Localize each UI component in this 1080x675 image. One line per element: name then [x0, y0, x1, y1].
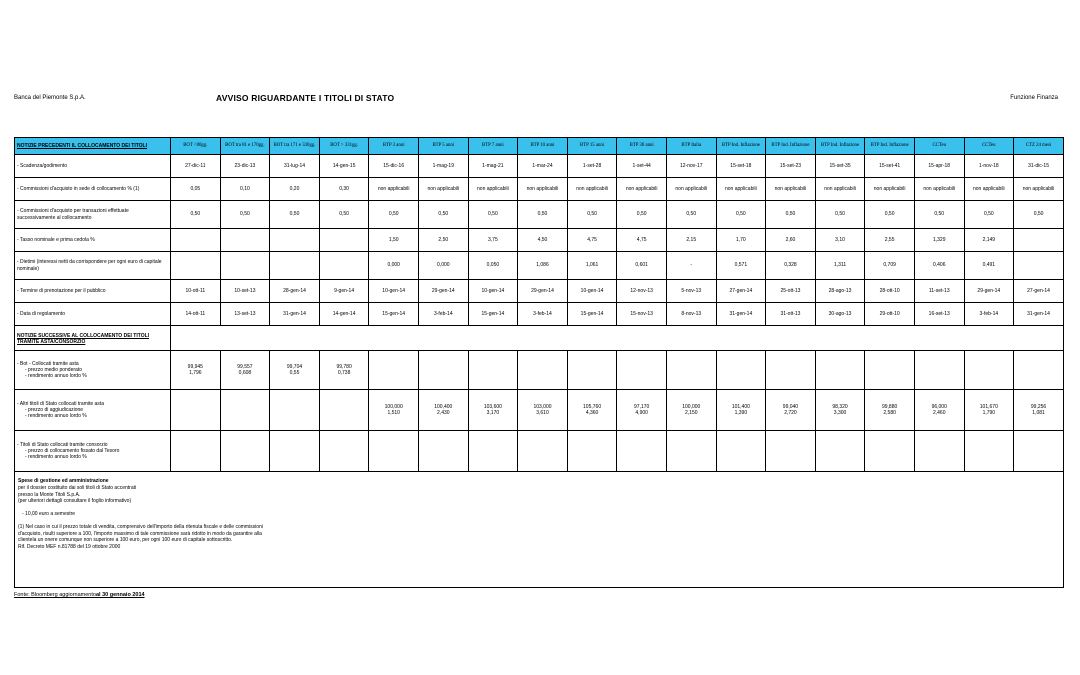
table-cell: non applicabili: [964, 178, 1014, 201]
cell-value: 100,400: [434, 403, 453, 410]
table-cell: 15-gen-14: [567, 303, 617, 326]
table-cell: [716, 351, 766, 390]
table-cell: non applicabili: [666, 178, 716, 201]
table-cell: [171, 390, 221, 431]
column-header: BTP Ind. Inflazione: [716, 138, 766, 155]
footnote-line: clientela un onere comunque non superiore a 100 euro, per ogni 100 euro di capitale sottoscritto.: [18, 537, 233, 544]
table-row: [15, 390, 1064, 431]
row-label: [15, 351, 171, 390]
table-cell: 0,000: [369, 252, 419, 280]
table-cell: [815, 390, 865, 431]
table-cell: 10-ott-11: [171, 280, 221, 303]
table-cell: non applicabili: [766, 178, 816, 201]
table-cell: non applicabili: [865, 178, 915, 201]
table-cell: non applicabili: [1014, 178, 1064, 201]
cell-value: 99,040: [782, 403, 799, 410]
column-header: BTP 10 anni: [518, 138, 568, 155]
table-cell: 1,70: [716, 229, 766, 252]
table-cell: non applicabili: [468, 178, 518, 201]
table-cell: 10-gen-14: [468, 280, 518, 303]
table-cell: [518, 431, 568, 472]
table-cell: 31-ott-13: [766, 303, 816, 326]
table-cell: 0,050: [468, 252, 518, 280]
table-cell: [270, 351, 320, 390]
table-cell: 1,329: [914, 229, 964, 252]
row-label: - Scadenza/godimento: [15, 155, 171, 178]
table-cell: [865, 390, 915, 431]
column-header: BTP Ind. Inflazione: [766, 138, 816, 155]
row-label-line: - rendimento annuo lordo %: [25, 373, 87, 380]
cell-value: 1,790: [982, 410, 996, 416]
cell-value: 2,460: [932, 410, 946, 416]
table-row: [15, 280, 1064, 303]
table-cell: 2,149: [964, 229, 1014, 252]
table-cell: [666, 390, 716, 431]
table-cell: 0,50: [518, 201, 568, 229]
table-cell: [220, 431, 270, 472]
table-cell: 27-dic-11: [171, 155, 221, 178]
table-cell: [270, 431, 320, 472]
table-cell: [468, 351, 518, 390]
table-cell: [666, 431, 716, 472]
table-cell: non applicabili: [716, 178, 766, 201]
table-cell: [865, 431, 915, 472]
cell-value: 2,580: [883, 410, 896, 416]
table-cell: 0,50: [1014, 201, 1064, 229]
table-cell: 1-set-28: [567, 155, 617, 178]
table-cell: non applicabili: [369, 178, 419, 201]
table-cell: [964, 351, 1014, 390]
table-cell: non applicabili: [518, 178, 568, 201]
table-cell: [220, 229, 270, 252]
column-header: CCTeu: [964, 138, 1014, 155]
table-cell: [617, 390, 667, 431]
table-cell: 0,50: [617, 201, 667, 229]
column-header: BTP Italia: [666, 138, 716, 155]
table-row: [15, 201, 1064, 229]
row-label-line: - Altri titoli di Stato collocati tramite asta: [17, 400, 104, 407]
table-cell: 15-dic-16: [369, 155, 419, 178]
table-cell: 0,50: [369, 201, 419, 229]
table-cell: 0,50: [666, 201, 716, 229]
table-row: [15, 178, 1064, 201]
row-label: - Commissioni d'acquisto per transazioni effettuate successivamente al collocamento: [15, 201, 171, 229]
table-cell: 10-gen-14: [369, 280, 419, 303]
row-label: [15, 431, 171, 472]
cell-value: 4,360: [585, 410, 599, 416]
cell-value: 0,738: [337, 370, 351, 376]
table-cell: 15-set-18: [716, 155, 766, 178]
document-title: AVVISO RIGUARDANTE I TITOLI DI STATO: [216, 93, 395, 103]
table-cell: 0,20: [270, 178, 320, 201]
row-label-line: - rendimento annuo lordo %: [25, 454, 87, 461]
table-cell: [419, 390, 469, 431]
table-cell: [666, 351, 716, 390]
table-cell: [419, 431, 469, 472]
table-cell: [220, 351, 270, 390]
cell-value: 0,55: [289, 370, 300, 376]
cell-value: 100,000: [384, 403, 403, 410]
table-cell: -: [666, 252, 716, 280]
fees-line: Spese di gestione ed amministrazione: [18, 478, 109, 484]
table-cell: 14-gen-14: [319, 303, 369, 326]
table-cell: 0,50: [914, 201, 964, 229]
column-header: BOT <80gg.: [171, 138, 221, 155]
table-cell: [1014, 252, 1064, 280]
table-cell: 15-gen-14: [369, 303, 419, 326]
table-cell: 0,709: [865, 252, 915, 280]
source-date: al 30 gennaio 2014: [95, 592, 145, 598]
table-cell: 0,50: [319, 201, 369, 229]
table-cell: [1014, 229, 1064, 252]
fees-line: presso la Monte Titoli S.p.A.: [18, 491, 81, 498]
table-cell: 25-ott-13: [766, 280, 816, 303]
table-cell: 31-gen-14: [716, 303, 766, 326]
table-cell: 15-gen-14: [468, 303, 518, 326]
cell-value: 1,390: [734, 410, 748, 416]
table-cell: 4,50: [518, 229, 568, 252]
row-label-line: - rendimento annuo lordo %: [25, 413, 87, 420]
table-row: [15, 431, 1064, 472]
table-cell: 31-gen-14: [1014, 303, 1064, 326]
table-cell: [270, 252, 320, 280]
fees-line: per il dossier costituito dai soli titoli di Stato accentrati: [18, 484, 137, 491]
table-cell: 3-feb-14: [419, 303, 469, 326]
cell-value: 3,300: [833, 410, 847, 416]
table-cell: [270, 229, 320, 252]
table-cell: [319, 252, 369, 280]
table-row: [15, 351, 1064, 390]
notes-row: [15, 472, 1064, 588]
cell-value: 99,256: [1030, 403, 1047, 410]
table-cell: 2,60: [766, 229, 816, 252]
table-cell: 11-set-13: [914, 280, 964, 303]
cell-value: 1,796: [189, 370, 202, 376]
fee-amount: - 10,00 euro a semestre: [22, 511, 76, 517]
table-cell: 0,50: [815, 201, 865, 229]
cell-value: 103,000: [533, 403, 552, 410]
table-cell: [369, 431, 419, 472]
table-cell: 14-gen-15: [319, 155, 369, 178]
corner-label: NOTIZIE PRECEDENTI IL COLLOCAMENTO DEI TITOLI: [15, 138, 171, 155]
table-cell: [914, 351, 964, 390]
table-cell: [567, 431, 617, 472]
table-cell: [1014, 431, 1064, 472]
cell-value: 100,000: [682, 403, 701, 410]
cell-value: 101,400: [731, 403, 750, 410]
column-header: BOT tra 81 e 170gg.: [220, 138, 270, 155]
table-cell: [369, 351, 419, 390]
table-cell: [270, 390, 320, 431]
table-cell: 23-dic-13: [220, 155, 270, 178]
table-cell: 29-gen-14: [419, 280, 469, 303]
table-cell: non applicabili: [567, 178, 617, 201]
column-header: BTP Ind. Inflazione: [815, 138, 865, 155]
table-cell: [220, 390, 270, 431]
table-cell: [766, 390, 816, 431]
notes-cell: [15, 472, 1064, 588]
table-cell: [716, 431, 766, 472]
table-cell: non applicabili: [419, 178, 469, 201]
table-cell: 29-gen-14: [518, 280, 568, 303]
table-cell: [914, 431, 964, 472]
table-cell: 0,50: [766, 201, 816, 229]
column-header: CCTeu: [914, 138, 964, 155]
row-label: [15, 390, 171, 431]
table-cell: [171, 351, 221, 390]
table-cell: 3,75: [468, 229, 518, 252]
cell-value: 99,945: [187, 363, 203, 370]
section-row: [15, 326, 1064, 351]
table-cell: 15-set-35: [815, 155, 865, 178]
cell-value: 0,608: [238, 370, 252, 376]
row-label-line: - Titoli di Stato collocati tramite consorzio: [17, 441, 108, 448]
bonds-table: [14, 137, 1064, 588]
table-cell: 29-ott-10: [865, 303, 915, 326]
table-cell: 8-nov-13: [666, 303, 716, 326]
table-cell: 0,406: [914, 252, 964, 280]
cell-value: 99,704: [286, 363, 303, 370]
row-label-line: - Bot - Collocati tramite asta: [17, 360, 79, 367]
table-cell: [468, 431, 518, 472]
table-cell: 0,50: [567, 201, 617, 229]
table-cell: 0,000: [419, 252, 469, 280]
table-cell: [964, 390, 1014, 431]
row-label-line: - prezzo medio ponderato: [25, 366, 82, 373]
column-header: BTP Ind. Inflazione: [865, 138, 915, 155]
table-cell: [518, 390, 568, 431]
table-cell: 3,10: [815, 229, 865, 252]
table-cell: 0,328: [766, 252, 816, 280]
table-cell: [964, 431, 1014, 472]
table-cell: [171, 229, 221, 252]
table-cell: 1-mar-24: [518, 155, 568, 178]
table-cell: 14-ott-11: [171, 303, 221, 326]
footnote-line: Rif. Decreto MEF n.81788 del 19 ottobre 2000: [18, 544, 121, 550]
table-cell: 0,571: [716, 252, 766, 280]
table-cell: 0,10: [220, 178, 270, 201]
table-cell: [766, 431, 816, 472]
table-cell: 1-set-44: [617, 155, 667, 178]
table-cell: non applicabili: [815, 178, 865, 201]
column-header: BTP 5 anni: [419, 138, 469, 155]
cell-value: 99,780: [336, 363, 352, 370]
table-row: [15, 252, 1064, 280]
table-cell: [319, 431, 369, 472]
table-cell: 12-nov-13: [617, 280, 667, 303]
table-cell: 29-gen-14: [964, 280, 1014, 303]
table-row: [15, 155, 1064, 178]
source-prefix: Fonte: Bloomberg aggiornamento: [14, 592, 96, 598]
bank-name: Banca del Piemonte S.p.A.: [14, 95, 86, 101]
row-label: - Tasso nominale e prima cedola %: [15, 229, 171, 252]
table-cell: [171, 431, 221, 472]
table-cell: [1014, 390, 1064, 431]
table-cell: 13-set-13: [220, 303, 270, 326]
row-label: - Data di regolamento: [15, 303, 171, 326]
table-cell: [319, 390, 369, 431]
table-cell: 28-ago-13: [815, 280, 865, 303]
table-cell: 1-mag-21: [468, 155, 518, 178]
table-row: [15, 229, 1064, 252]
column-header: CTZ 24 mesi: [1014, 138, 1064, 155]
table-cell: 10-set-13: [220, 280, 270, 303]
table-cell: 4,75: [567, 229, 617, 252]
table-cell: [914, 390, 964, 431]
table-cell: 15-set-41: [865, 155, 915, 178]
row-label: - Dietimi (interessi netti da corrispondere per ogni euro di capitale nominale): [15, 252, 171, 280]
table-row: [15, 303, 1064, 326]
table-cell: 12-nov-17: [666, 155, 716, 178]
column-header: BOT tra 171 e 330gg.: [270, 138, 320, 155]
table-cell: 27-gen-14: [1014, 280, 1064, 303]
table-cell: 15-nov-13: [617, 303, 667, 326]
table-cell: 0,05: [171, 178, 221, 201]
table-cell: 2,50: [419, 229, 469, 252]
row-label: - Commissioni d'acquisto in sede di collocamento % (1): [15, 178, 171, 201]
table-cell: 0,50: [865, 201, 915, 229]
cell-value: 1,510: [387, 410, 400, 416]
table-cell: [716, 390, 766, 431]
table-cell: [815, 351, 865, 390]
table-cell: 16-set-13: [914, 303, 964, 326]
table-cell: 0,50: [270, 201, 320, 229]
row-label-line: - prezzo di aggiudicazione: [25, 406, 84, 413]
cell-value: 2,720: [784, 410, 797, 416]
table-cell: [567, 390, 617, 431]
table-cell: [617, 351, 667, 390]
table-cell: 5-nov-13: [666, 280, 716, 303]
table-cell: 9-gen-14: [319, 280, 369, 303]
table-cell: 0,50: [419, 201, 469, 229]
cell-value: 101,670: [979, 403, 998, 410]
table-cell: 1,311: [815, 252, 865, 280]
table-cell: 0,491: [964, 252, 1014, 280]
table-cell: [369, 390, 419, 431]
table-cell: 31-dic-15: [1014, 155, 1064, 178]
table-cell: 1,086: [518, 252, 568, 280]
column-header: BTP 30 anni: [617, 138, 667, 155]
table-cell: 28-ott-10: [865, 280, 915, 303]
cell-value: 2,430: [437, 410, 450, 416]
table-cell: non applicabili: [617, 178, 667, 201]
table-cell: 27-gen-14: [716, 280, 766, 303]
column-header: BOT > 331gg.: [319, 138, 369, 155]
table-cell: 1-nov-18: [964, 155, 1014, 178]
table-cell: 10-gen-14: [567, 280, 617, 303]
section-filler: [171, 326, 1064, 351]
table-cell: 31-gen-14: [270, 303, 320, 326]
cell-value: 2,150: [685, 410, 698, 416]
table-cell: 0,50: [716, 201, 766, 229]
table-cell: 3-feb-14: [964, 303, 1014, 326]
table-cell: [419, 351, 469, 390]
section-label: NOTIZIE SUCCESSIVE AL COLLOCAMENTO DEI TITOLI TRAMITE ASTA/CONSORZIO: [15, 326, 171, 351]
table-cell: [1014, 351, 1064, 390]
cell-value: 99,557: [237, 363, 253, 370]
cell-value: 97,170: [634, 403, 650, 410]
cell-value: 3,170: [486, 410, 500, 416]
table-cell: 30-ago-13: [815, 303, 865, 326]
table-cell: 2,55: [865, 229, 915, 252]
cell-value: 103,600: [483, 403, 502, 410]
row-label: - Termine di prenotazione per il pubblico: [15, 280, 171, 303]
cell-value: 96,000: [931, 403, 947, 410]
cell-value: 98,320: [832, 403, 848, 410]
table-cell: [617, 431, 667, 472]
table-cell: 28-gen-14: [270, 280, 320, 303]
table-cell: [815, 431, 865, 472]
table-cell: 31-lug-14: [270, 155, 320, 178]
cell-value: 1,081: [1032, 410, 1045, 416]
table-cell: [567, 351, 617, 390]
table-cell: 0,50: [220, 201, 270, 229]
table-cell: [319, 351, 369, 390]
footnote-line: (1) Nel caso in cui il prezzo totale di vendita, comprensivo dell'importo della ritenuta fiscale e delle commissioni: [18, 523, 263, 530]
table-cell: 1,061: [567, 252, 617, 280]
table-cell: 15-apr-18: [914, 155, 964, 178]
table-cell: 1,50: [369, 229, 419, 252]
table-cell: non applicabili: [914, 178, 964, 201]
table-header-row: [15, 138, 1064, 155]
source-note: [14, 592, 145, 598]
fees-line: (per ulteriori dettagli consultare il foglio informativo): [18, 498, 132, 505]
table-cell: [865, 351, 915, 390]
department-name: Funzione Finanza: [1010, 95, 1058, 101]
column-header: BTP 7 anni: [468, 138, 518, 155]
cell-value: 105,760: [583, 403, 602, 410]
table-cell: 0,30: [319, 178, 369, 201]
table-cell: 0,50: [171, 201, 221, 229]
column-header: BTP 15 anni: [567, 138, 617, 155]
table-cell: [518, 351, 568, 390]
cell-value: 4,900: [635, 410, 648, 416]
table-cell: 0,601: [617, 252, 667, 280]
table-cell: 3-feb-14: [518, 303, 568, 326]
table-cell: 4,75: [617, 229, 667, 252]
table-cell: [319, 229, 369, 252]
cell-value: 3,610: [536, 410, 549, 416]
table-cell: [220, 252, 270, 280]
table-cell: 2,15: [666, 229, 716, 252]
table-cell: 1-mag-19: [419, 155, 469, 178]
table-cell: 15-set-23: [766, 155, 816, 178]
column-header: BTP 3 anni: [369, 138, 419, 155]
table-cell: [468, 390, 518, 431]
table-cell: [766, 351, 816, 390]
cell-value: 99,880: [881, 403, 898, 410]
footnote-line: d'acquisto, risulti superiore a 100, l'importo massimo di tale commissione sarà ridotto in modo da garantire alla: [18, 530, 262, 537]
table-cell: [171, 252, 221, 280]
row-label-line: - prezzo di collocamento fissato dal Tesoro: [25, 447, 120, 454]
table-cell: 0,50: [468, 201, 518, 229]
table-cell: 0,50: [964, 201, 1014, 229]
